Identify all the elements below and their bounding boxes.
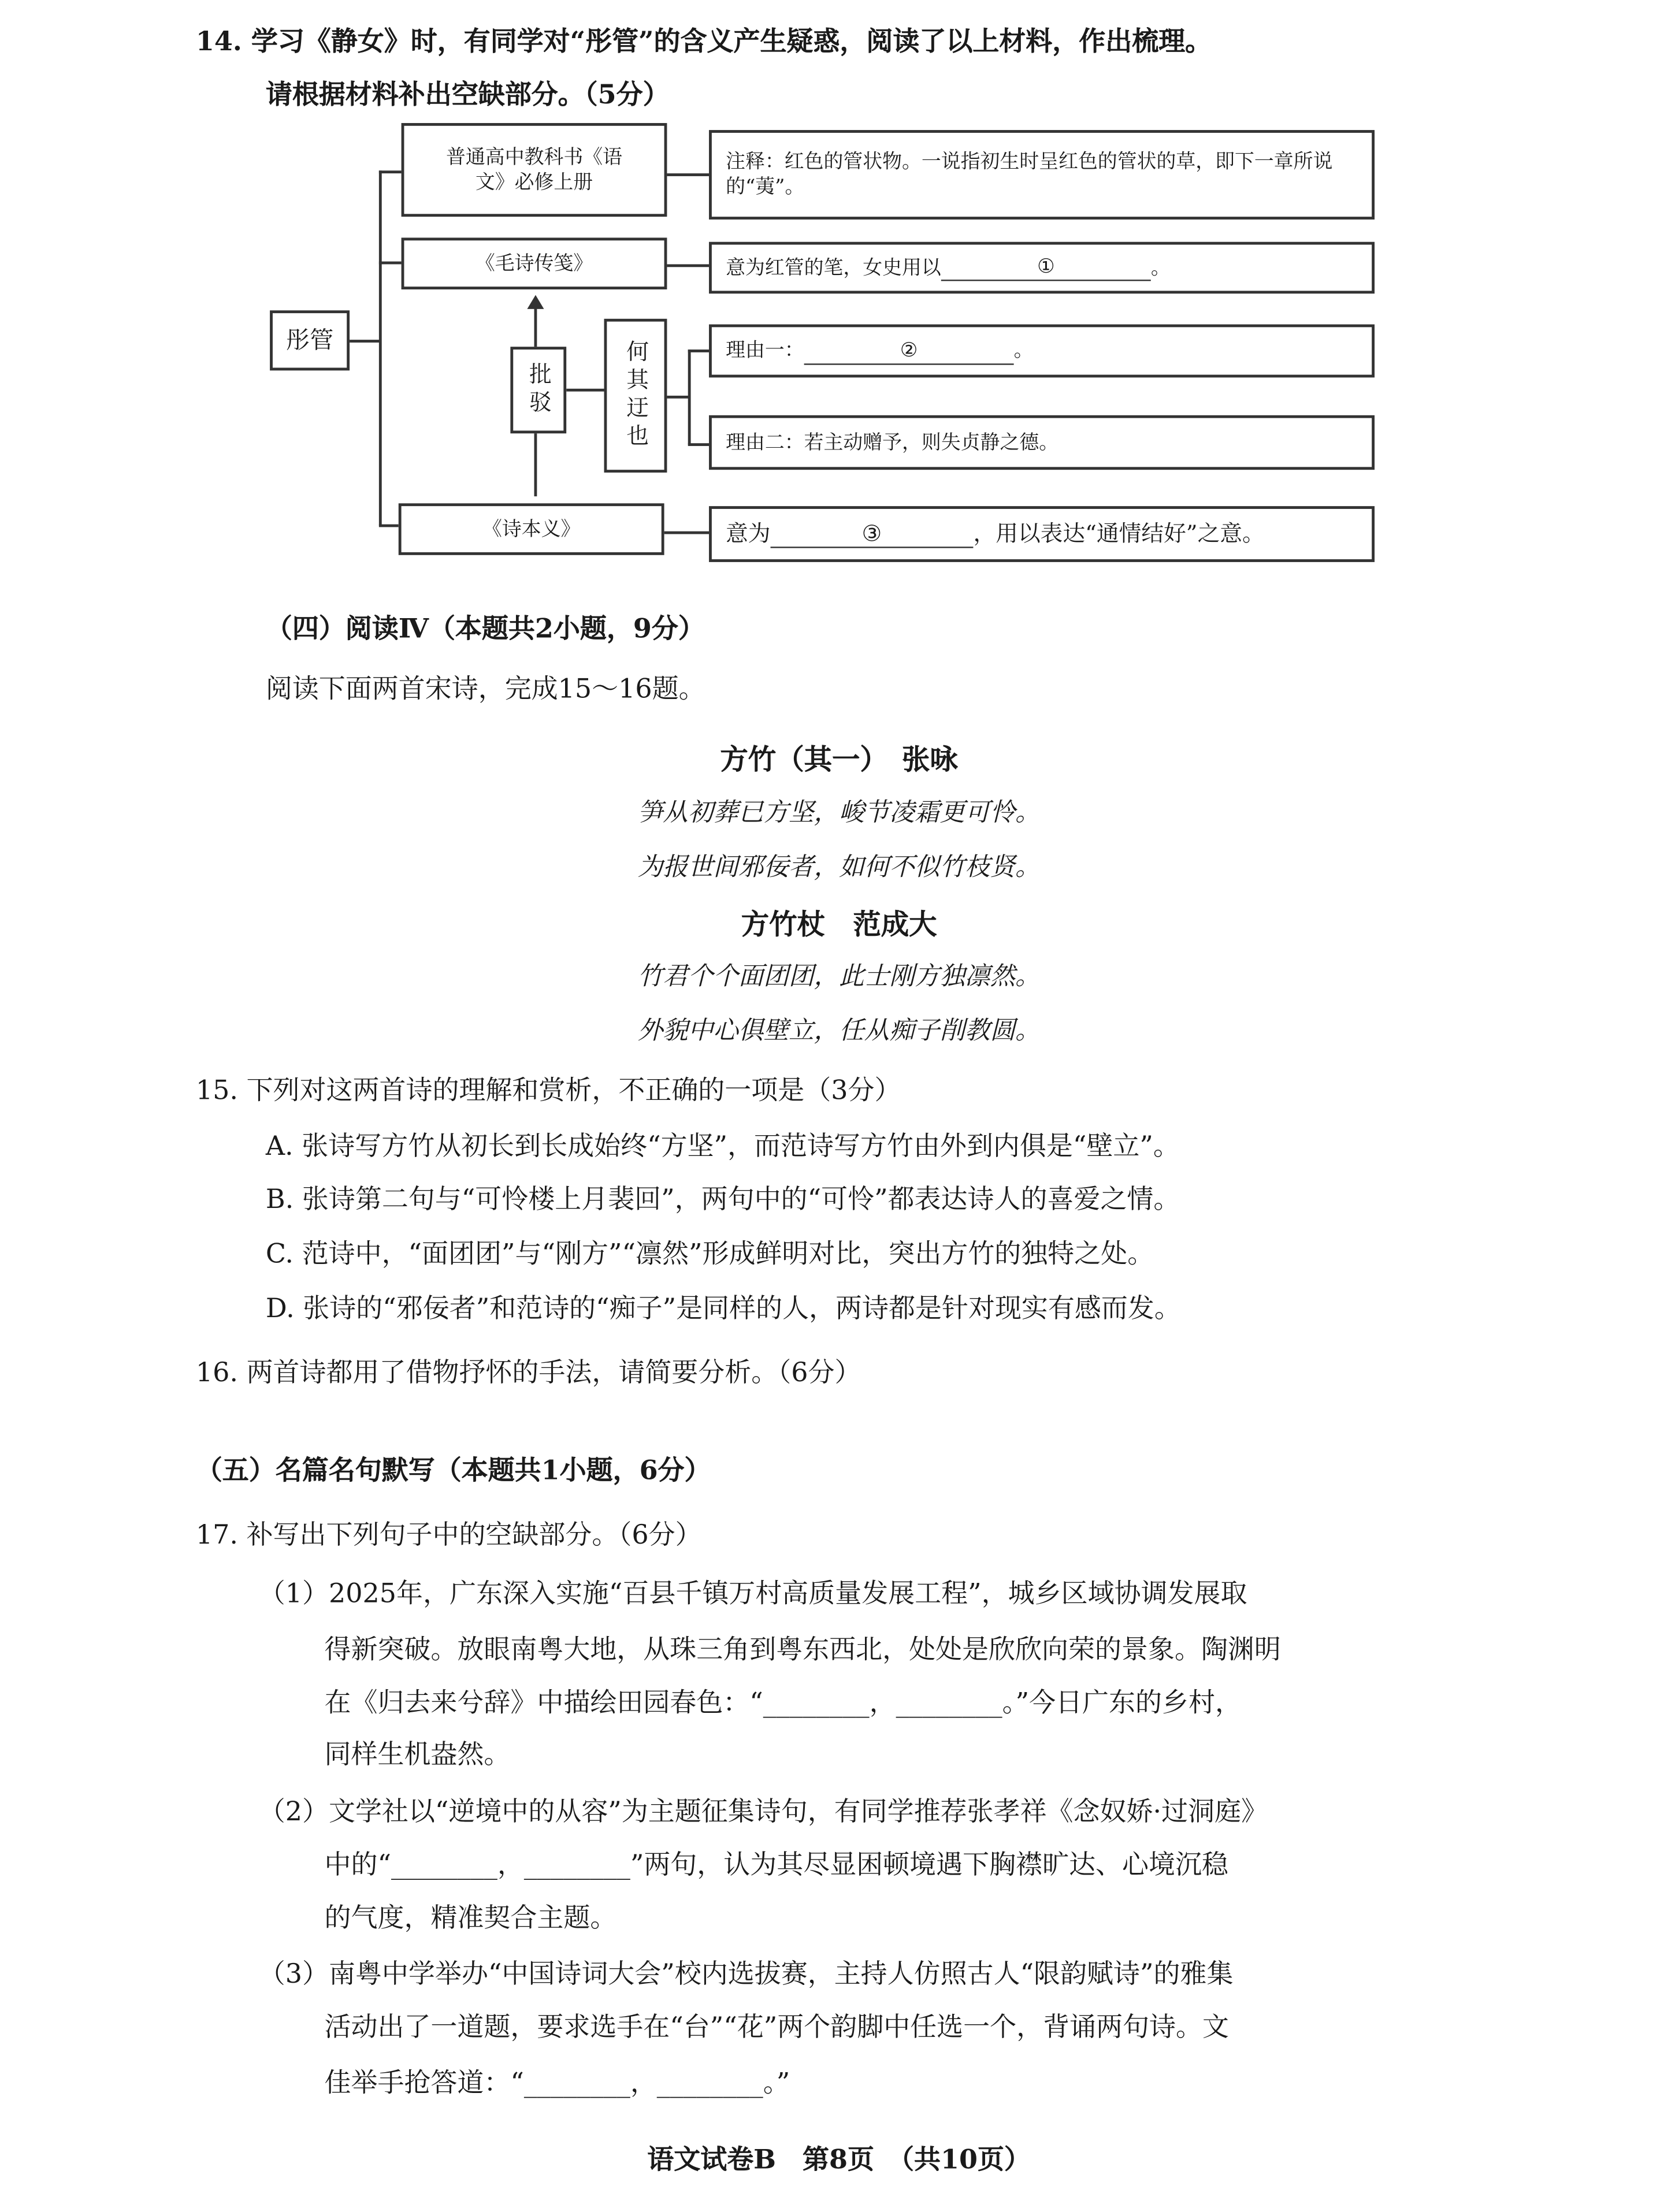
page-footer: 语文试卷B 第8页 （共10页）	[647, 2144, 1031, 2176]
poem2-title: 方竹杖 范成大	[741, 907, 937, 941]
why-node: 何其迂也	[604, 319, 667, 473]
q15-stem: 15. 下列对这两首诗的理解和赏析，不正确的一项是（3分）	[195, 1075, 901, 1106]
reason1-end: 。	[1013, 340, 1034, 362]
q15-option-a: A. 张诗写方竹从初长到长成始终“方坚”，而范诗写方竹由外到内俱是“壁立”。	[265, 1131, 1180, 1162]
q17-p3-line: （3）南粤中学举办“中国诗词大会”校内选拔赛，主持人仿照古人“限韵赋诗”的雅集	[258, 1958, 1234, 1990]
blank-2[interactable]: ②	[804, 337, 1014, 364]
shibenyi-node: 《诗本义》	[399, 503, 664, 555]
q17-p1-line: 得新突破。放眼南粤大地，从珠三角到粤东西北，处处是欣欣向荣的景象。陶渊明	[324, 1634, 1281, 1665]
section4-title: （四）阅读Ⅳ（本题共2小题，9分）	[265, 614, 705, 645]
reason1-text: 理由一：	[726, 340, 804, 362]
poem2-line: 竹君个个面团团，此士刚方独凛然。	[637, 962, 1041, 991]
q15-option-c: C. 范诗中，“面团团”与“刚方”“凛然”形成鲜明对比，突出方竹的独特之处。	[265, 1239, 1154, 1270]
q17-p2-line: （2）文学社以“逆境中的从容”为主题征集诗句，有同学推荐张孝祥《念奴娇·过洞庭》	[258, 1796, 1268, 1828]
refute-node: 批驳	[510, 347, 566, 433]
root-node: 彤管	[270, 310, 350, 370]
section5-title: （五）名篇名句默写（本题共1小题，6分）	[195, 1455, 711, 1486]
arrow-up-icon	[527, 295, 544, 309]
q17-p1-line: 在《归去来兮辞》中描绘田园春色：“________，________。”今日广东的乡村，	[324, 1687, 1242, 1719]
q17-p2-line: 中的“________，________”两句，认为其尽显困顿境遇下胸襟旷达、心境沉稳	[324, 1849, 1228, 1881]
textbook-note-box: 注释：红色的管状物。一说指初生时呈红色的管状的草，即下一章所说的“荑”。	[709, 130, 1375, 220]
q17-stem: 17. 补写出下列句子中的空缺部分。（6分）	[195, 1519, 702, 1551]
poem1-line: 笋从初葬已方坚，峻节凌霜更可怜。	[637, 798, 1041, 828]
q17-p1-line: 同样生机盎然。	[324, 1739, 511, 1770]
blank-3[interactable]: ③	[771, 521, 974, 548]
reason1-box	[709, 324, 1375, 377]
maoshi-box	[709, 242, 1375, 294]
q17-p2-line: 的气度，精准契合主题。	[324, 1902, 617, 1934]
shibenyi-text: 意为	[726, 520, 771, 547]
q17-p3-line: 佳举手抢答道：“________，________。”	[324, 2068, 790, 2099]
section4-intro: 阅读下面两首宋诗，完成15～16题。	[265, 674, 705, 705]
q17-p3-line: 活动出了一道题，要求选手在“台”“花”两个韵脚中任选一个，背诵两句诗。文	[324, 2012, 1230, 2043]
textbook-node: 普通高中教科书《语文》必修上册	[402, 123, 667, 217]
shibenyi-end: ，用以表达“通情结好”之意。	[973, 520, 1265, 547]
q14-line1: 14. 学习《静女》时，有同学对“彤管”的含义产生疑惑，阅读了以上材料，作出梳理。	[195, 26, 1212, 58]
q15-option-b: B. 张诗第二句与“可怜楼上月裴回”，两句中的“可怜”都表达诗人的喜爱之情。	[265, 1184, 1180, 1215]
q17-p1-line: （1）2025年，广东深入实施“百县千镇万村高质量发展工程”，城乡区域协调发展取	[258, 1578, 1247, 1609]
q14-line2: 请根据材料补出空缺部分。（5分）	[265, 79, 670, 111]
maoshi-node: 《毛诗传笺》	[402, 237, 667, 289]
poem1-line: 为报世间邪佞者，如何不似竹枝贤。	[637, 853, 1041, 883]
shibenyi-box	[709, 506, 1375, 562]
blank-1[interactable]: ①	[941, 254, 1151, 281]
reason2-box: 理由二：若主动赠予，则失贞静之德。	[709, 415, 1375, 470]
q16-stem: 16. 两首诗都用了借物抒怀的手法，请简要分析。（6分）	[195, 1358, 861, 1389]
poem2-line: 外貌中心俱壁立，任从痴子削教圆。	[637, 1016, 1041, 1046]
q15-option-d: D. 张诗的“邪佞者”和范诗的“痴子”是同样的人，两诗都是针对现实有感而发。	[265, 1293, 1181, 1324]
maoshi-text: 意为红管的笔，女史用以	[726, 256, 941, 279]
maoshi-end: 。	[1150, 256, 1171, 279]
poem1-title: 方竹（其一） 张咏	[720, 742, 958, 776]
